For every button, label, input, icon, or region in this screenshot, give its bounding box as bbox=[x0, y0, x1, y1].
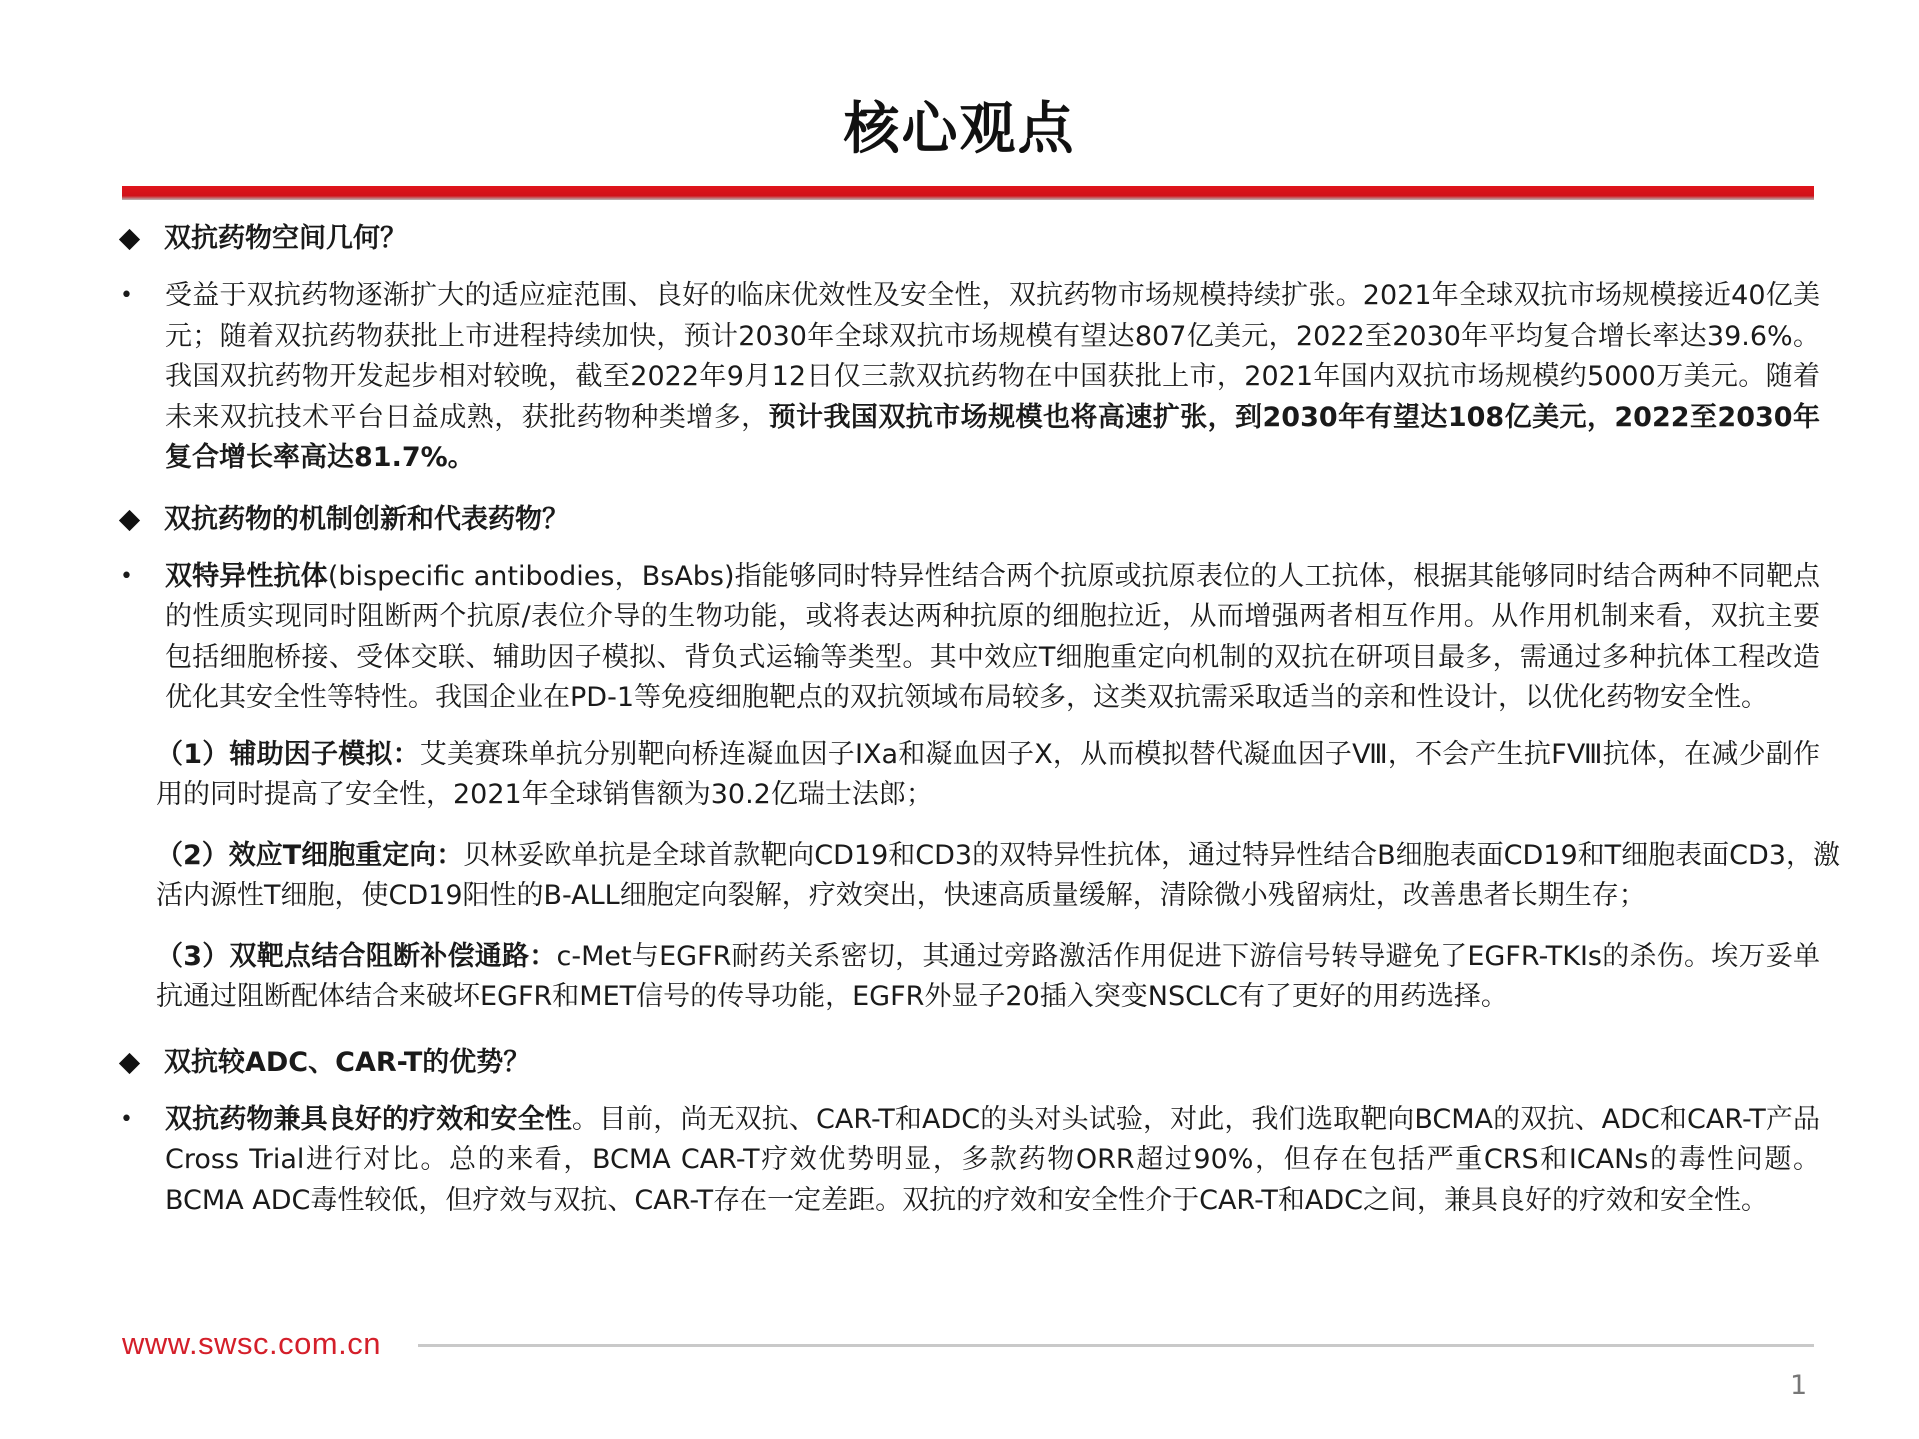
section-heading-advantages bbox=[120, 1038, 1820, 1088]
item-label: （1）辅助因子模拟： bbox=[156, 738, 420, 770]
diamond-bullet-icon bbox=[119, 229, 140, 250]
diamond-bullet-icon bbox=[119, 1052, 140, 1073]
section-heading-market-size bbox=[120, 214, 1820, 264]
paragraph-text: 。目前，尚无双抗、CAR-T和ADC的头对头试验，对此，我们选取靶向BCMA的双抗、ADC和CAR-T产品Cross Trial进行对比。总的来看，BCMA CAR-T疗效优势明显，多款药物ORR超过90%，但存在包括严重CRS和ICANs的毒性问题。BCMA ADC毒性较低，但疗效与双抗、CAR-T存在一定差距。双抗的疗效和安全性介于CAR-T和ADC之间，兼具良好的疗效和安全性。 bbox=[165, 1103, 1820, 1216]
item-text: 贝林妥欧单抗是全球首款靶向CD19和CD3的双特异性抗体，通过特异性结合B细胞表面CD19和T细胞表面CD3，激活内源性T细胞，使CD19阳性的B-ALL细胞定向裂解，疗效突出，快速高质量缓解，清除微小残留病灶，改善患者长期生存； bbox=[156, 839, 1840, 911]
mechanism-item-t-cell bbox=[120, 836, 1840, 917]
section-heading-text: 双抗药物空间几何？ bbox=[164, 223, 407, 254]
diamond-bullet-icon bbox=[119, 509, 140, 530]
bullet-dot-icon: • bbox=[120, 283, 133, 308]
page-title: 核心观点 bbox=[843, 97, 1076, 162]
item-label: （3）双靶点结合阻断补偿通路： bbox=[156, 940, 557, 972]
paragraph-text: (bispecific antibodies，BsAbs)指能够同时特异性结合两个抗原或抗原表位的人工抗体，根据其能够同时结合两种不同靶点的性质实现同时阻断两个抗原/表位介导的生物功能，或将表达两种抗原的细胞拉近，从而增强两者相互作用。从作用机制来看，双抗主要包括细胞桥接、受体交联、辅助因子模拟、背负式运输等类型。其中效应T细胞重定向机制的双抗在研项目最多，需通过多种抗体工程改造优化其安全性等特性。我国企业在PD-1等免疫细胞靶点的双抗领域布局较多，这类双抗需采取适当的亲和性设计，以优化药物安全性。 bbox=[165, 560, 1821, 713]
market-size-paragraph bbox=[120, 276, 1820, 479]
section-heading-mechanism bbox=[120, 495, 1820, 545]
paragraph-highlight: 双特异性抗体 bbox=[165, 560, 328, 592]
item-text: c-Met与EGFR耐药关系密切，其通过旁路激活作用促进下游信号转导避免了EGFR-TKIs的杀伤。埃万妥单抗通过阻断配体结合来破坏EGFR和MET信号的传导功能，EGFR外显子20插入突变NSCLC有了更好的用药选择。 bbox=[156, 940, 1820, 1012]
footer-divider-line bbox=[418, 1344, 1814, 1347]
bullet-dot-icon: • bbox=[120, 563, 133, 589]
bullet-dot-icon: • bbox=[120, 1106, 133, 1132]
section-heading-text: 双抗较ADC、CAR-T的优势？ bbox=[164, 1046, 531, 1078]
item-text: 艾美赛珠单抗分别靶向桥连凝血因子IXa和凝血因子X，从而模拟替代凝血因子Ⅷ，不会产生抗FⅧ抗体，在减少副作用的同时提高了安全性，2021年全球销售额为30.2亿瑞士法郎； bbox=[156, 738, 1820, 810]
paragraph-highlight: 双抗药物兼具良好的疗效和安全性 bbox=[165, 1103, 572, 1135]
footer-website-link[interactable]: www.swsc.com.cn bbox=[122, 1326, 381, 1361]
page-number: 1 bbox=[1790, 1370, 1808, 1401]
mechanism-paragraph bbox=[120, 557, 1820, 719]
item-label: （2）效应T细胞重定向： bbox=[156, 839, 464, 871]
section-heading-text: 双抗药物的机制创新和代表药物？ bbox=[164, 503, 569, 535]
paragraph-text: 受益于双抗药物逐渐扩大的适应症范围、良好的临床优效性及安全性，双抗药物市场规模持续扩张。2021年全球双抗市场规模接近40亿美元；随着双抗药物获批上市进程持续加快，预计2030年全球双抗市场规模有望达807亿美元，2022至2030年平均复合增长率达39.6%。我国双抗药物开发起步相对较晚，截至2022年9月12日仅三款双抗药物在中国获批上市，2021年国内双抗市场规模约5000万美元。随着未来双抗技术平台日益成熟，获批药物种类增多， bbox=[165, 280, 1820, 433]
advantages-paragraph bbox=[120, 1100, 1820, 1222]
mechanism-item-dual-target bbox=[120, 937, 1820, 1018]
title-divider-bar bbox=[122, 186, 1814, 200]
main-content bbox=[120, 214, 1840, 1237]
mechanism-item-cofactor bbox=[120, 735, 1820, 816]
paragraph-highlight: 预计我国双抗市场规模也将高速扩张，到2030年有望达108亿美元，2022至2030年复合增长率高达81.7%。 bbox=[165, 401, 1820, 473]
